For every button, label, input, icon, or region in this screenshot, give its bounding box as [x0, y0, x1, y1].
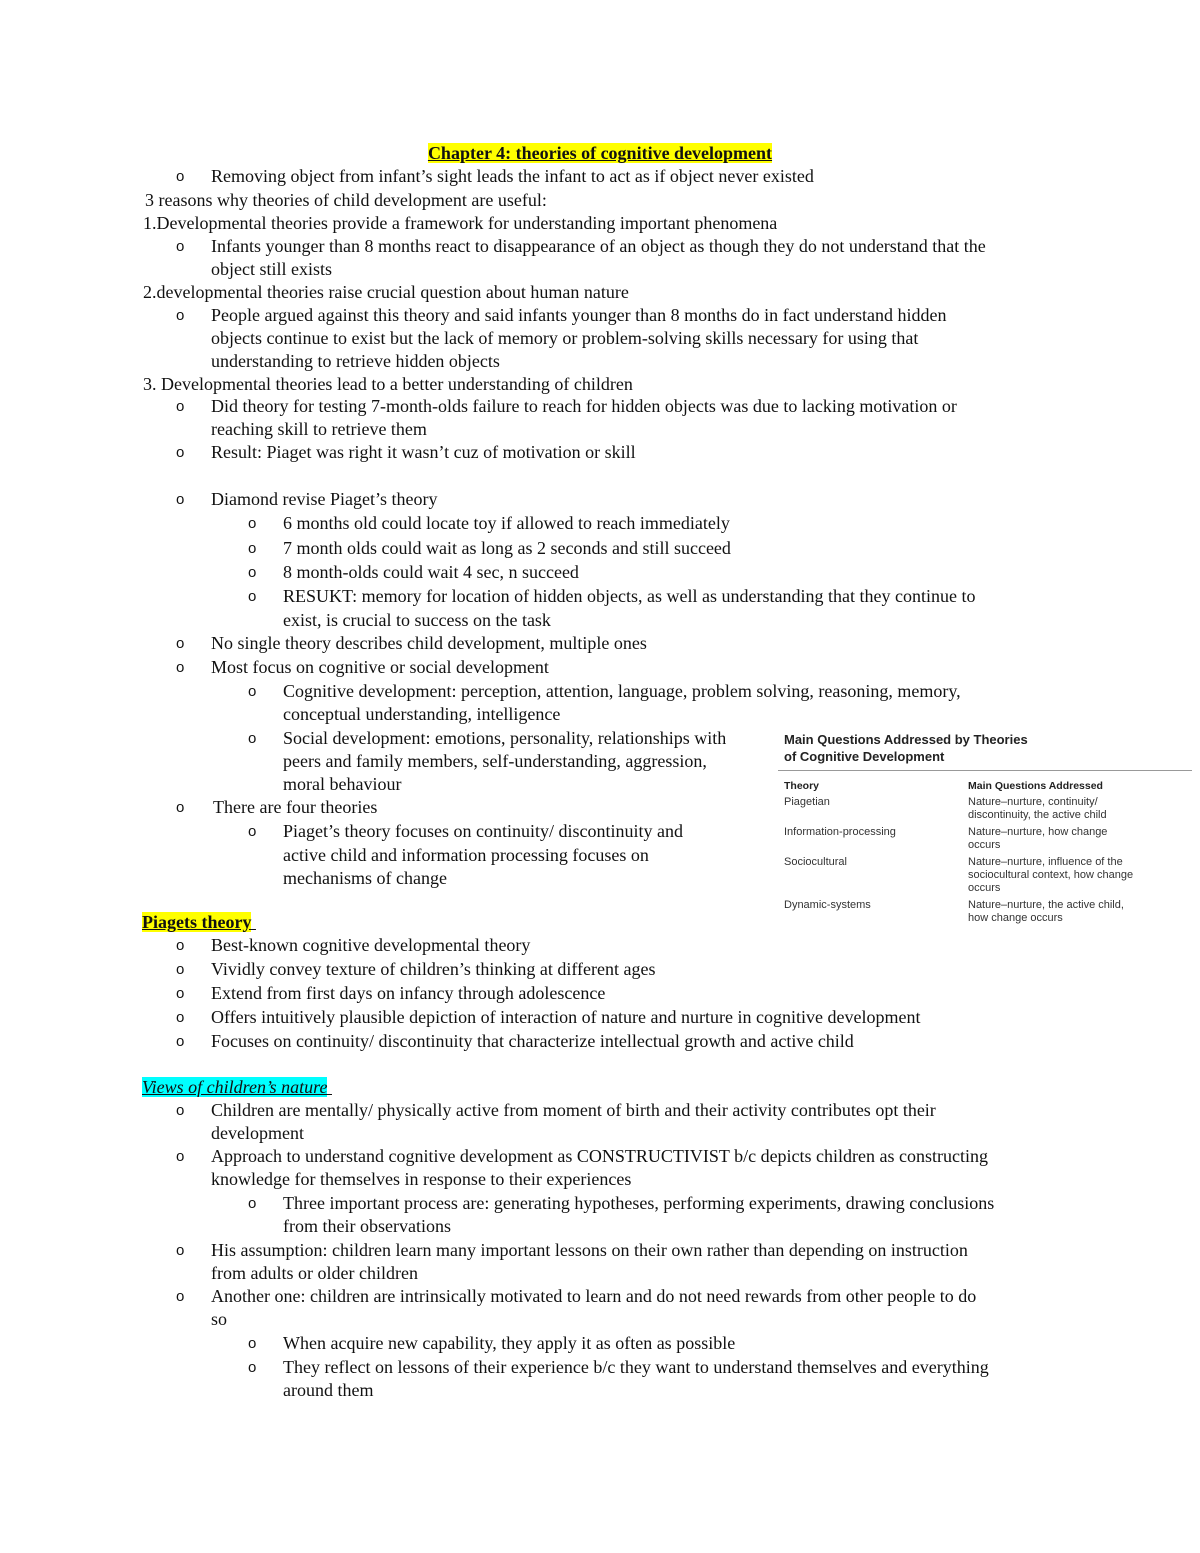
sub-list-item-continuation: exist, is crucial to success on the task [283, 610, 551, 630]
sub-list-item-continuation: active child and information processing focuses on [283, 845, 649, 865]
bullet-icon: o [248, 823, 257, 840]
table-cell-theory: Sociocultural [784, 856, 847, 868]
sub-list-item: Three important process are: generating hypotheses, performing experiments, drawing conclusions [283, 1193, 995, 1213]
list-item: His assumption: children learn many important lessons on their own rather than depending on instruction [211, 1240, 968, 1260]
paragraph: 3 reasons why theories of child development are useful: [145, 190, 547, 210]
table-cell-theory: Piagetian [784, 796, 830, 808]
table-header-questions: Main Questions Addressed [968, 780, 1103, 792]
numbered-point: 3. Developmental theories lead to a better understanding of children [143, 374, 633, 394]
bullet-icon: o [176, 491, 185, 508]
bullet-icon: o [248, 683, 257, 700]
sub-list-item: 6 months old could locate toy if allowed to reach immediately [283, 513, 730, 533]
list-item-continuation: from adults or older children [211, 1263, 418, 1283]
bullet-icon: o [248, 564, 257, 581]
sub-list-item-continuation: moral behaviour [283, 774, 402, 794]
sub-list-item-continuation: peers and family members, self-understanding, aggression, [283, 751, 707, 771]
sub-list-item-continuation: mechanisms of change [283, 868, 447, 888]
section-heading-views: Views of children’s nature [142, 1077, 328, 1097]
table-cell-questions: Nature–nurture, continuity/ discontinuity, the active child [968, 796, 1107, 821]
list-item: Offers intuitively plausible depiction of interaction of nature and nurture in cognitive development [211, 1007, 921, 1027]
sub-list-item-continuation: conceptual understanding, intelligence [283, 704, 561, 724]
sub-list-item: They reflect on lessons of their experience b/c they want to understand themselves and everything [283, 1357, 989, 1377]
list-item-continuation: development [211, 1123, 304, 1143]
list-item-continuation: understanding to retrieve hidden objects [211, 351, 500, 371]
sub-list-item-continuation: from their observations [283, 1216, 451, 1236]
bullet-icon: o [248, 1335, 257, 1352]
page-title: Chapter 4: theories of cognitive development [427, 143, 773, 163]
sub-list-item: RESUKT: memory for location of hidden objects, as well as understanding that they continue to [283, 586, 976, 606]
bullet-icon: o [176, 398, 185, 415]
table-cell-questions: Nature–nurture, how change occurs [968, 826, 1108, 851]
table-cell-theory: Information-processing [784, 826, 896, 838]
bullet-icon: o [176, 1009, 185, 1026]
bullet-icon: o [176, 1288, 185, 1305]
bullet-icon: o [248, 730, 257, 747]
list-item: Removing object from infant’s sight leads the infant to act as if object never existed [211, 166, 814, 186]
list-item-continuation: reaching skill to retrieve them [211, 419, 427, 439]
list-item: Approach to understand cognitive development as CONSTRUCTIVIST b/c depicts children as constructing [211, 1146, 989, 1166]
list-item-continuation: objects continue to exist but the lack of memory or problem-solving skills necessary for using that [211, 328, 919, 348]
list-item: No single theory describes child development, multiple ones [211, 633, 647, 653]
list-item: Best-known cognitive developmental theory [211, 935, 531, 955]
list-item: Another one: children are intrinsically motivated to learn and do not need rewards from other people to do [211, 1286, 977, 1306]
bullet-icon: o [248, 515, 257, 532]
bullet-icon: o [176, 1242, 185, 1259]
numbered-point: 1.Developmental theories provide a framework for understanding important phenomena [143, 213, 778, 233]
sub-list-item: 8 month-olds could wait 4 sec, n succeed [283, 562, 579, 582]
bullet-icon: o [176, 635, 185, 652]
section-heading-piaget: Piagets theory [142, 912, 252, 932]
sub-list-item: When acquire new capability, they apply it as often as possible [283, 1333, 736, 1353]
bullet-icon: o [176, 961, 185, 978]
list-item-continuation: knowledge for themselves in response to their experiences [211, 1169, 632, 1189]
list-item: Diamond revise Piaget’s theory [211, 489, 438, 509]
bullet-icon: o [176, 1148, 185, 1165]
table-cell-questions: Nature–nurture, the active child, how change occurs [968, 899, 1124, 924]
bullet-icon: o [176, 799, 185, 816]
sub-list-item: Cognitive development: perception, attention, language, problem solving, reasoning, memory, [283, 681, 961, 701]
list-item: Children are mentally/ physically active from moment of birth and their activity contributes opt their [211, 1100, 936, 1120]
list-item: Infants younger than 8 months react to disappearance of an object as though they do not understand that the [211, 236, 986, 256]
table-divider [778, 770, 1192, 771]
bullet-icon: o [176, 937, 185, 954]
bullet-icon: o [248, 588, 257, 605]
bullet-icon: o [176, 307, 185, 324]
list-item-continuation: object still exists [211, 259, 332, 279]
list-item: Most focus on cognitive or social development [211, 657, 549, 677]
bullet-icon: o [176, 168, 185, 185]
bullet-icon: o [176, 444, 185, 461]
table-cell-theory: Dynamic-systems [784, 899, 871, 911]
table-header-theory: Theory [784, 780, 820, 792]
bullet-icon: o [176, 659, 185, 676]
bullet-icon: o [176, 238, 185, 255]
list-item: Extend from first days on infancy through adolescence [211, 983, 606, 1003]
sub-list-item-continuation: around them [283, 1380, 374, 1400]
bullet-icon: o [248, 1359, 257, 1376]
sub-list-item: Piaget’s theory focuses on continuity/ discontinuity and [283, 821, 683, 841]
bullet-icon: o [248, 1195, 257, 1212]
list-item: There are four theories [213, 797, 378, 817]
list-item: Focuses on continuity/ discontinuity that characterize intellectual growth and active child [211, 1031, 854, 1051]
list-item: People argued against this theory and said infants younger than 8 months do in fact understand hidden [211, 305, 947, 325]
table-cell-questions: Nature–nurture, influence of the sociocultural context, how change occurs [968, 856, 1134, 894]
table-title: Main Questions Addressed by Theories of Cognitive Development [784, 732, 1028, 764]
bullet-icon: o [176, 1033, 185, 1050]
sub-list-item: Social development: emotions, personality, relationships with [283, 728, 727, 748]
list-item-continuation: so [211, 1309, 228, 1329]
numbered-point: 2.developmental theories raise crucial question about human nature [143, 282, 629, 302]
bullet-icon: o [248, 540, 257, 557]
theories-table-figure [778, 728, 1192, 928]
bullet-icon: o [176, 985, 185, 1002]
list-item: Vividly convey texture of children’s thinking at different ages [211, 959, 656, 979]
bullet-icon: o [176, 1102, 185, 1119]
list-item: Did theory for testing 7-month-olds failure to reach for hidden objects was due to lacking motivation or [211, 396, 957, 416]
sub-list-item: 7 month olds could wait as long as 2 seconds and still succeed [283, 538, 731, 558]
list-item: Result: Piaget was right it wasn’t cuz of motivation or skill [211, 442, 636, 462]
